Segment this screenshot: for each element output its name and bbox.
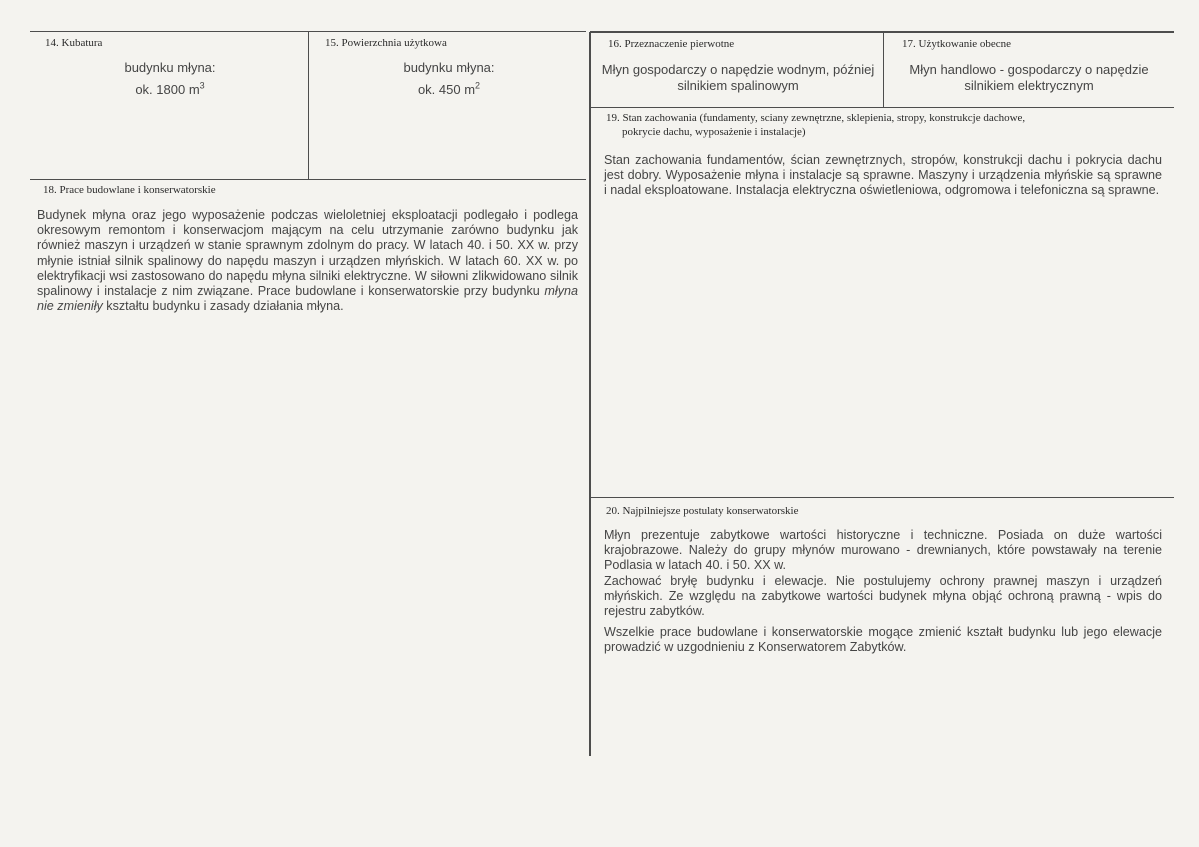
field-14-value-sup: 3	[199, 80, 205, 91]
field-17-label: 17. Użytkowanie obecne	[902, 38, 1012, 50]
field-19-label-line1: 19. Stan zachowania (fundamenty, sciany zewnętrzne, sklepienia, stropy, konstrukcje dachowe,	[606, 112, 1026, 124]
field-15-value	[314, 82, 584, 98]
field-18-text	[37, 208, 578, 314]
field-15-value-sup: 2	[475, 80, 481, 91]
field-16-value: Młyn gospodarczy o napędzie wodnym, później silnikiem spalinowym	[601, 62, 875, 93]
divider-20-top	[591, 497, 1174, 498]
field-17-value: Młyn handlowo - gospodarczy o napędzie silnikiem elektrycznym	[909, 62, 1149, 93]
top-border-right	[590, 31, 1174, 33]
field-20-para1: Młyn prezentuje zabytkowe wartości historyczne i techniczne. Posiada on duże wartości krajobrazowe. Należy do grupy młynów murowano - drewnianych, które powstawały na terenie Podlasia w latach 40. i 50. XX w.	[604, 528, 1162, 573]
field-15-label: 15. Powierzchnia użytkowa	[325, 37, 447, 49]
field-18-label: 18. Prace budowlane i konserwatorskie	[43, 184, 216, 196]
field-15-line1: budynku młyna:	[403, 60, 495, 75]
field-15-value-text: ok. 450 m	[417, 82, 476, 97]
field-20-para3: Wszelkie prace budowlane i konserwatorskie mogące zmienić kształt budynku lub jego elewacje prowadzić w uzgodnieniu z Konserwatorem Zabytków.	[604, 625, 1162, 655]
field-19-label-line2: pokrycie dachu, wyposażenie i instalacje)	[622, 126, 806, 138]
field-20-text	[604, 528, 1162, 662]
field-20-para2: Zachować bryłę budynku i elewacje. Nie postulujemy ochrony prawnej maszyn i urządzeń młyńskich. Ze względu na zabytkowe wartości budynek młyna objąć ochroną prawną - wpis do rejestru zabytków.	[604, 573, 1162, 619]
field-18-text-italic: młyna nie zmieniły	[37, 284, 578, 314]
divider-18-top	[30, 179, 586, 180]
divider-16-17	[883, 33, 884, 108]
field-18-text-end: kształtu budynku i zasady działania młyna.	[102, 299, 344, 314]
field-18-text-main: Budynek młyna oraz jego wyposażenie podczas wieloletniej eksploatacji podlegało i podlega okresowym remontom i konserwacjom mającym na celu utrzymanie zarówno budynku jak również maszyn i urządzeń w stanie sprawnym zdolnym do pracy. W latach 40. i 50. XX w. przy młynie istniał silnik spalinowy do napędu maszyn i urządzen młyńskich. W latach 60. XX w. po elektryfikacji wsi zastosowano do napędu młyna silniki elektryczne. W siłowni zlikwidowano silnik spalinowy i instalacje z nim związane. Prace budowlane i konserwatorskie przy budynku	[37, 208, 578, 299]
field-19-text: Stan zachowania fundamentów, ścian zewnętrznych, stropów, konstrukcji dachu i pokrycia dachu jest dobry. Wyposażenie młyna i instalacje są sprawne. Maszyny i urządzenia młyńskie są sprawne i nadal eksploatowane. Instalacja elektryczna oświetleniowa, odgromowa i telefoniczna są sprawne.	[604, 153, 1162, 198]
field-16-label: 16. Przeznaczenie pierwotne	[608, 38, 735, 50]
field-14-value	[40, 82, 300, 98]
field-14-line1: budynku młyna:	[124, 60, 216, 75]
field-14-label: 14. Kubatura	[45, 37, 103, 49]
center-vertical-divider	[589, 32, 591, 756]
field-20-label: 20. Najpilniejsze postulaty konserwatorskie	[606, 505, 799, 517]
field-14-value-text: ok. 1800 m	[135, 82, 200, 97]
divider-19-top	[591, 107, 1174, 108]
divider-14-15	[308, 32, 309, 180]
